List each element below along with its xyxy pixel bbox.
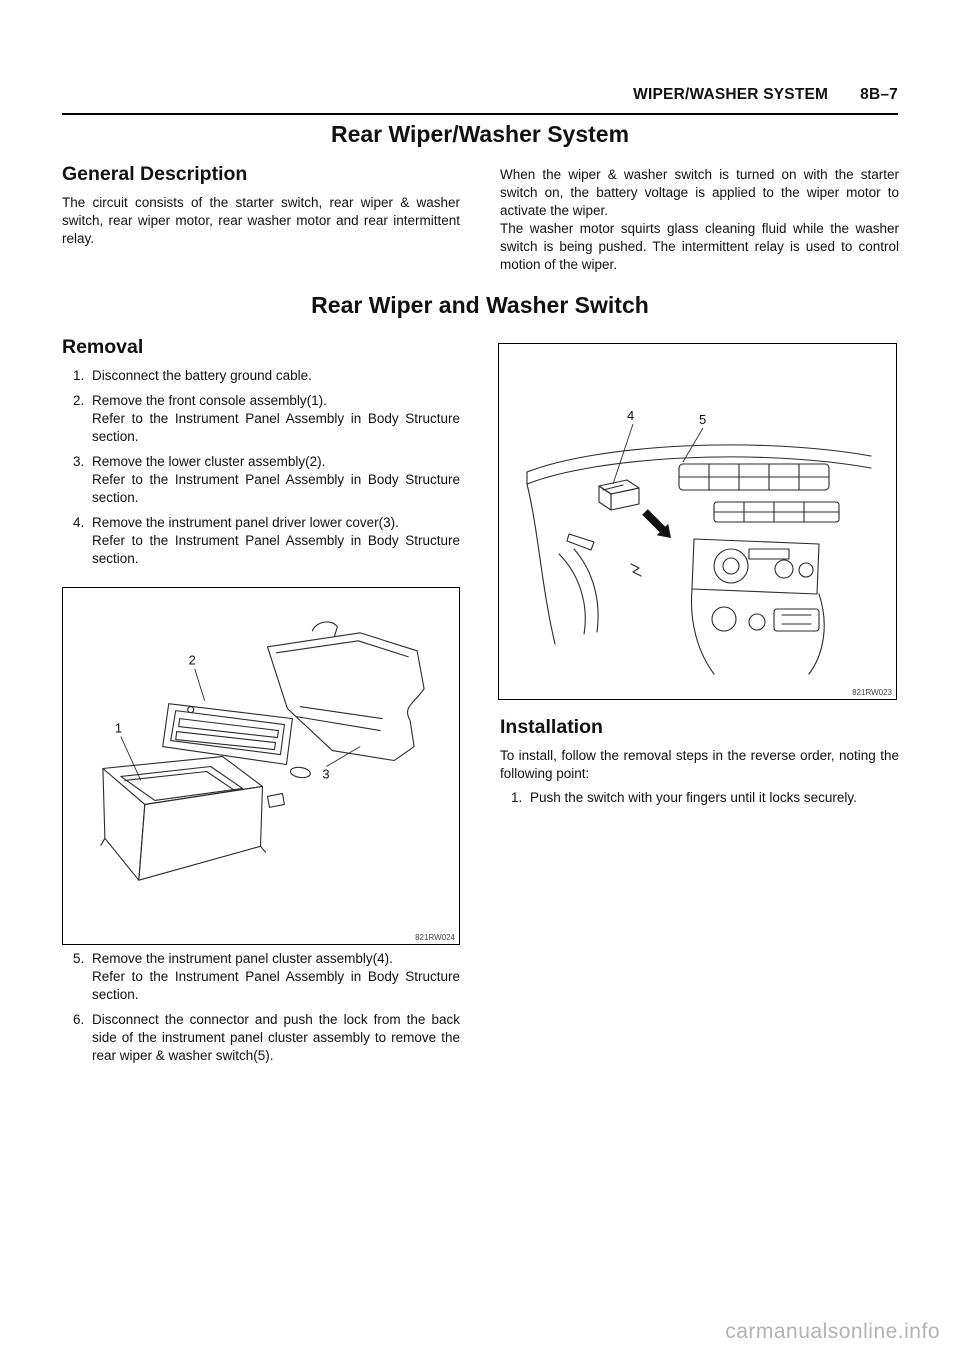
- step-text: Remove the instrument panel cluster assembly(4).: [92, 951, 393, 966]
- step-number: 6.: [73, 1011, 85, 1027]
- removal-step-2: [62, 392, 460, 446]
- step-note: Refer to the Instrument Panel Assembly in Body Structure section.: [92, 410, 460, 444]
- front-console-drawing: [101, 757, 285, 881]
- step-number: 1.: [73, 368, 85, 383]
- figure-label-3: 3: [322, 766, 330, 782]
- washer-operation-paragraph: The washer motor squirts glass cleaning fluid while the washer switch is being pushed. The intermittent relay is used to control motion of the wiper.: [500, 220, 899, 272]
- step-text: Remove the front console assembly(1).: [92, 392, 327, 408]
- step-text: Remove the lower cluster assembly(2).: [92, 453, 326, 469]
- leader-line-4: [613, 424, 633, 484]
- general-description-section: [62, 163, 460, 248]
- removal-section: [62, 336, 460, 575]
- figure-caption: 821RW024: [415, 933, 455, 942]
- removal-steps-list: [62, 367, 460, 568]
- figure-dashboard-drawing: [499, 344, 896, 699]
- removal-step-4: [62, 514, 460, 568]
- installation-intro: To install, follow the removal steps in the reverse order, noting the following point:: [500, 748, 899, 781]
- figure-label-2: 2: [188, 652, 196, 668]
- removal-steps-list-continued: [62, 950, 460, 1065]
- general-description-right-column: [500, 166, 899, 274]
- dashboard-drawing: [527, 445, 871, 674]
- installation-step-1: [500, 789, 899, 807]
- leader-line-1: [121, 737, 141, 781]
- header-section-title: WIPER/WASHER SYSTEM: [633, 86, 829, 103]
- removal-heading: Removal: [62, 336, 144, 358]
- figure-caption: 821RW023: [852, 688, 892, 697]
- removal-step-6: [62, 1011, 460, 1065]
- figure-console-drawing: [63, 588, 459, 944]
- step-number: 4.: [73, 514, 85, 530]
- leader-line-2: [195, 669, 205, 701]
- removal-step-5: [62, 950, 460, 1004]
- step-text: Push the switch with your fingers until it locks securely.: [530, 789, 857, 805]
- step-number: 2.: [73, 392, 85, 408]
- removal-section-continued: [62, 946, 460, 1072]
- header-page-number: 8B–7: [860, 86, 898, 103]
- figure-label-4: 4: [627, 408, 635, 423]
- installation-section: [500, 716, 899, 814]
- driver-lower-cover-drawing: [267, 622, 424, 761]
- removal-step-3: [62, 453, 460, 507]
- removal-step-1: [62, 367, 460, 385]
- page-header: [62, 86, 898, 104]
- step-note: Refer to the Instrument Panel Assembly in Body Structure section.: [92, 471, 460, 505]
- step-text: Remove the instrument panel driver lower cover(3).: [92, 514, 399, 530]
- removal-direction-arrow: [642, 509, 671, 538]
- step-text: Disconnect the battery ground cable.: [92, 368, 312, 383]
- figure-dashboard-switch: [498, 343, 897, 700]
- step-note: Refer to the Instrument Panel Assembly in Body Structure section.: [92, 532, 460, 566]
- installation-heading: Installation: [500, 716, 603, 738]
- figure-label-5: 5: [699, 412, 707, 427]
- section-subtitle: Rear Wiper and Washer Switch: [311, 292, 649, 318]
- page-title: Rear Wiper/Washer System: [330, 121, 630, 147]
- header-rule: [62, 113, 898, 115]
- step-number: 1.: [511, 789, 523, 805]
- general-description-heading: General Description: [62, 163, 248, 185]
- wiper-operation-paragraph: When the wiper & washer switch is turned on with the starter switch on, the battery voltage is applied to the wiper motor to activate the wiper.: [500, 167, 899, 218]
- general-description-text: The circuit consists of the starter switch, rear wiper & washer switch, rear wiper motor, rear washer motor and rear intermittent relay.: [62, 195, 460, 246]
- watermark: carmanualsonline.info: [725, 1320, 940, 1343]
- step-note: Refer to the Instrument Panel Assembly in Body Structure section.: [92, 968, 460, 1002]
- installation-steps-list: [500, 789, 899, 807]
- figure-label-1: 1: [114, 720, 123, 736]
- step-text: Disconnect the connector and push the lock from the back side of the instrument panel cluster assembly to remove the rear wiper & washer switch(5).: [92, 1011, 460, 1063]
- figure-console-parts: [62, 587, 460, 945]
- step-number: 5.: [73, 951, 85, 966]
- step-number: 3.: [73, 453, 85, 469]
